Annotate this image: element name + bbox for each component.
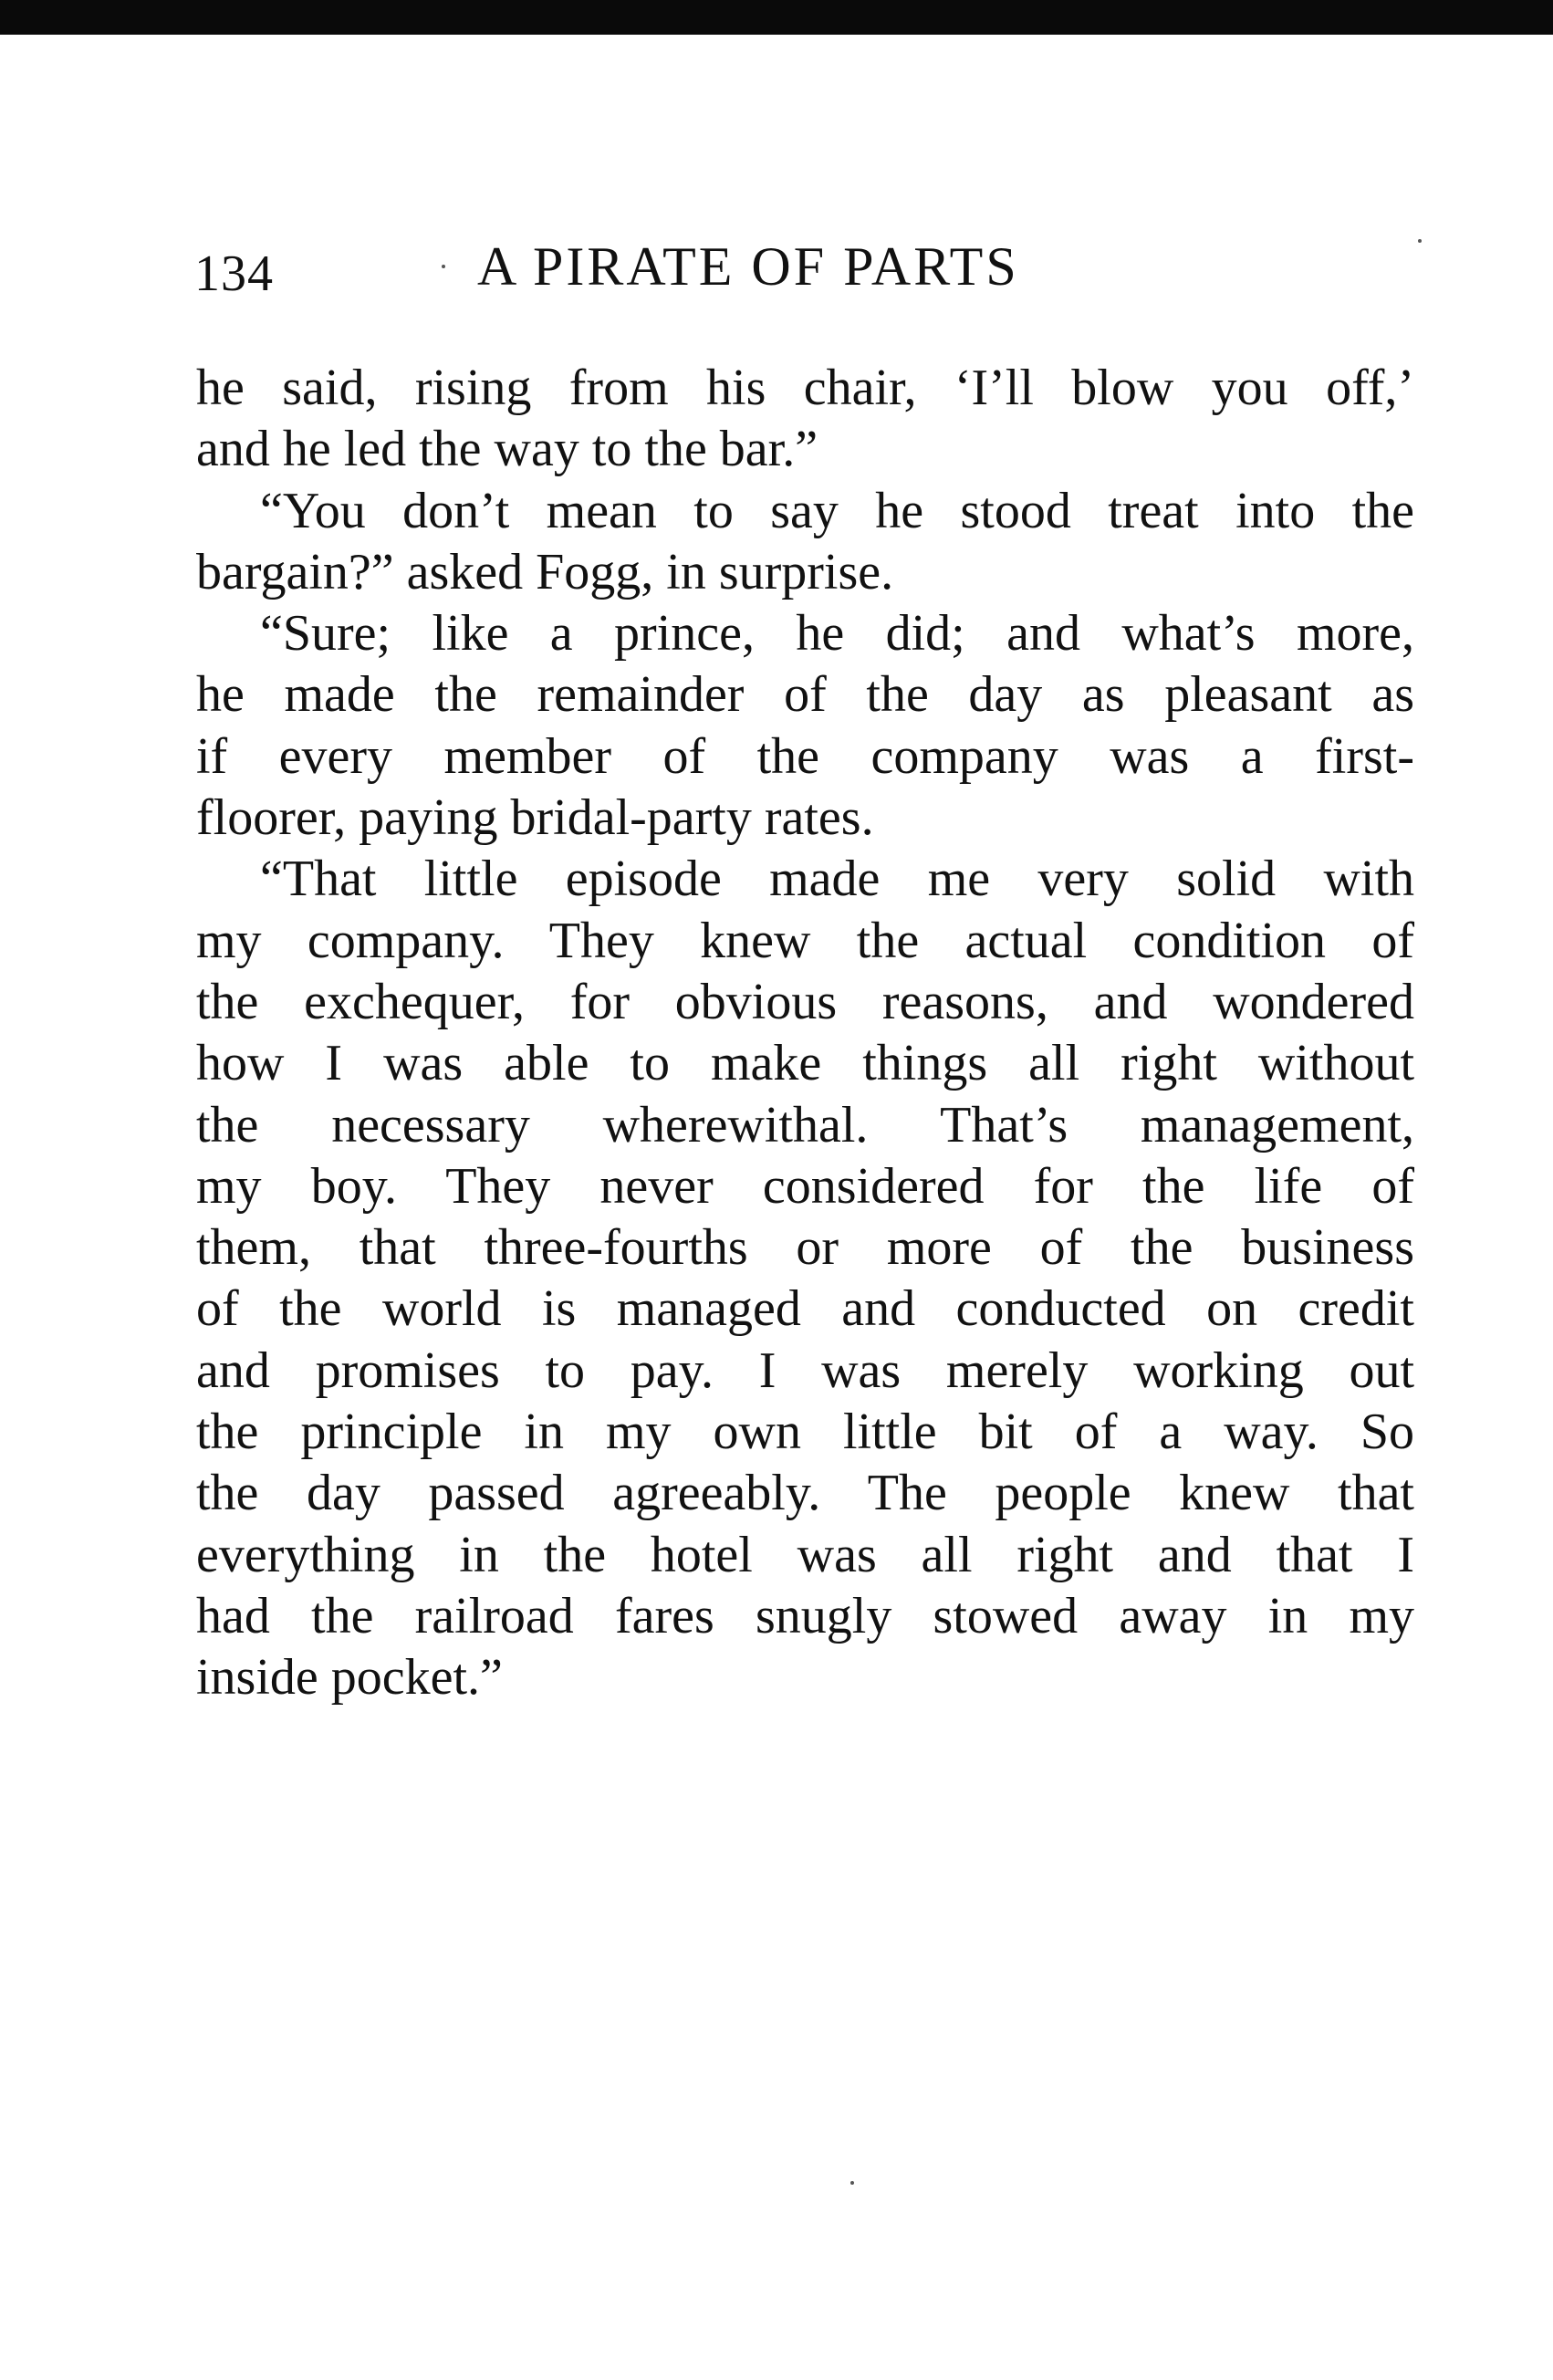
text-line: had the railroad fares snugly stowed away in my — [196, 1587, 1414, 1644]
text-line: them, that three-fourths or more of the business — [196, 1219, 1414, 1277]
text-line: my boy. They never considered for the life of — [196, 1157, 1414, 1215]
text-line: and he led the way to the bar.” — [196, 421, 818, 478]
text-line: the principle in my own little bit of a way. So — [196, 1404, 1414, 1461]
text-line: the necessary wherewithal. That’s management, — [196, 1096, 1414, 1153]
text-line: “You don’t mean to say he stood treat into the — [260, 482, 1414, 539]
text-line: floorer, paying bridal-party rates. — [196, 789, 874, 847]
text-line: if every member of the company was a first- — [196, 727, 1414, 785]
scan-speck — [1418, 239, 1422, 243]
text-line: bargain?” asked Fogg, in surprise. — [196, 543, 894, 600]
page-number: 134 — [194, 245, 274, 302]
text-line: and promises to pay. I was merely working out — [196, 1341, 1414, 1399]
text-line: my company. They knew the actual condition of — [196, 912, 1414, 969]
text-line: of the world is managed and conducted on credit — [196, 1280, 1414, 1338]
page-body — [196, 358, 1414, 1709]
text-line: he made the remainder of the day as pleasant as — [196, 666, 1414, 724]
page-header — [194, 235, 1408, 308]
top-edge-rule — [0, 0, 1553, 35]
running-title: A PIRATE OF PARTS — [477, 236, 1019, 297]
text-line: the day passed agreeably. The people knew that — [196, 1465, 1414, 1522]
text-line: “Sure; like a prince, he did; and what’s more, — [260, 605, 1414, 663]
scan-speck — [442, 265, 445, 268]
text-line: how I was able to make things all right without — [196, 1035, 1414, 1092]
text-line: “That little episode made me very solid with — [260, 851, 1414, 908]
text-line: everything in the hotel was all right and that I — [196, 1526, 1414, 1583]
scan-speck — [850, 2181, 854, 2185]
text-line: the exchequer, for obvious reasons, and wondered — [196, 973, 1414, 1030]
text-line: inside pocket.” — [196, 1649, 503, 1707]
text-line: he said, rising from his chair, ‘I’ll blow you off,’ — [196, 360, 1414, 416]
